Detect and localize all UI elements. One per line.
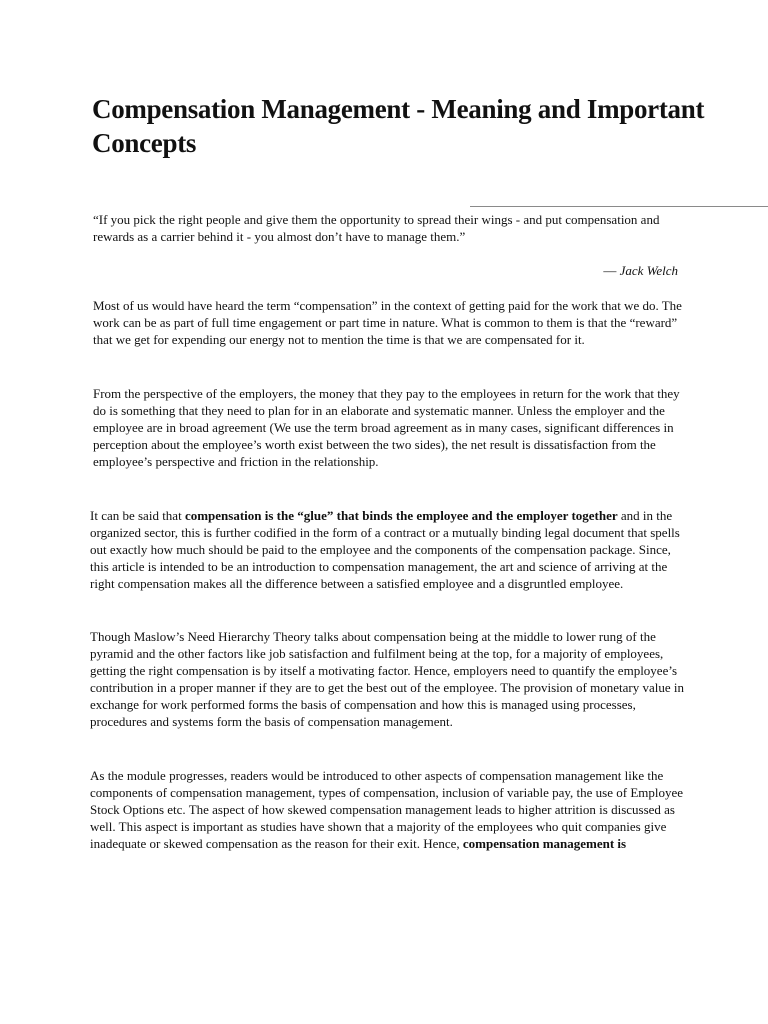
paragraph-1: Most of us would have heard the term “compensation” in the context of getting paid for the work that we do. The work can be as part of full time engagement or part time in nature. What is common to them is that the “reward” that we get for expending our energy not to mention the time is that we are compensated for it. — [93, 298, 682, 347]
paragraph-5-text: As the module progresses, readers would be introduced to other aspects of compensation management like the components of compensation management, types of compensation, inclusion of variable pay, the use of Employee Stock Options etc. The aspect of how skewed compensation management leads to higher attrition is discussed as well. This aspect is important as studies have shown that a majority of the employees who quit companies give inadequate or skewed compensation as the reason for their exit. Hence, — [90, 768, 684, 851]
paragraph-3-emphasis: compensation is the “glue” that binds the employee and the employer together — [184, 508, 618, 523]
paragraph-5-emphasis: compensation management is — [462, 836, 627, 851]
epigraph-quote: “If you pick the right people and give them the opportunity to spread their wings - and put compensation and rewards as a carrier behind it - you almost don’t have to manage them.” — [93, 212, 660, 244]
quote-author: ― Jack Welch — [603, 263, 678, 278]
quote-divider — [470, 206, 768, 207]
page-title: Compensation Management - Meaning and Important Concepts — [92, 94, 705, 158]
paragraph-3-lead: It can be said that — [90, 508, 185, 523]
paragraph-5 — [90, 767, 690, 852]
paragraph-4: Though Maslow’s Need Hierarchy Theory talks about compensation being at the middle to lower rung of the pyramid and the other factors like job satisfaction and fulfilment being at the top, for a majority of employees, getting the right compensation is by itself a motivating factor. Hence, employers need to quantify the employee’s contribution in a proper manner if they are to get the best out of the employee. The provision of monetary value in exchange for work performed forms the basis of compensation and how this is managed using processes, procedures and systems form the basis of compensation management. — [90, 629, 684, 729]
paragraph-2: From the perspective of the employers, the money that they pay to the employees in return for the work that they do is something that they need to plan for in an elaborate and systematic manner. Unless the employer and the employee are in broad agreement (We use the term broad agreement as in many cases, significant differences in perception about the employee’s worth exist between the two sides), the net result is dissatisfaction from the employee’s perspective and friction in the relationship. — [93, 386, 680, 469]
paragraph-3-rest: and in the organized sector, this is further codified in the form of a contract or a mutually binding legal document that spells out exactly how much should be paid to the employee and the components of the compensation package. Since, this article is intended to be an introduction to compensation management, the art and science of arriving at the right compensation makes all the difference between a satisfied employee and a disgruntled employee. — [90, 508, 680, 591]
paragraph-3 — [90, 507, 690, 592]
